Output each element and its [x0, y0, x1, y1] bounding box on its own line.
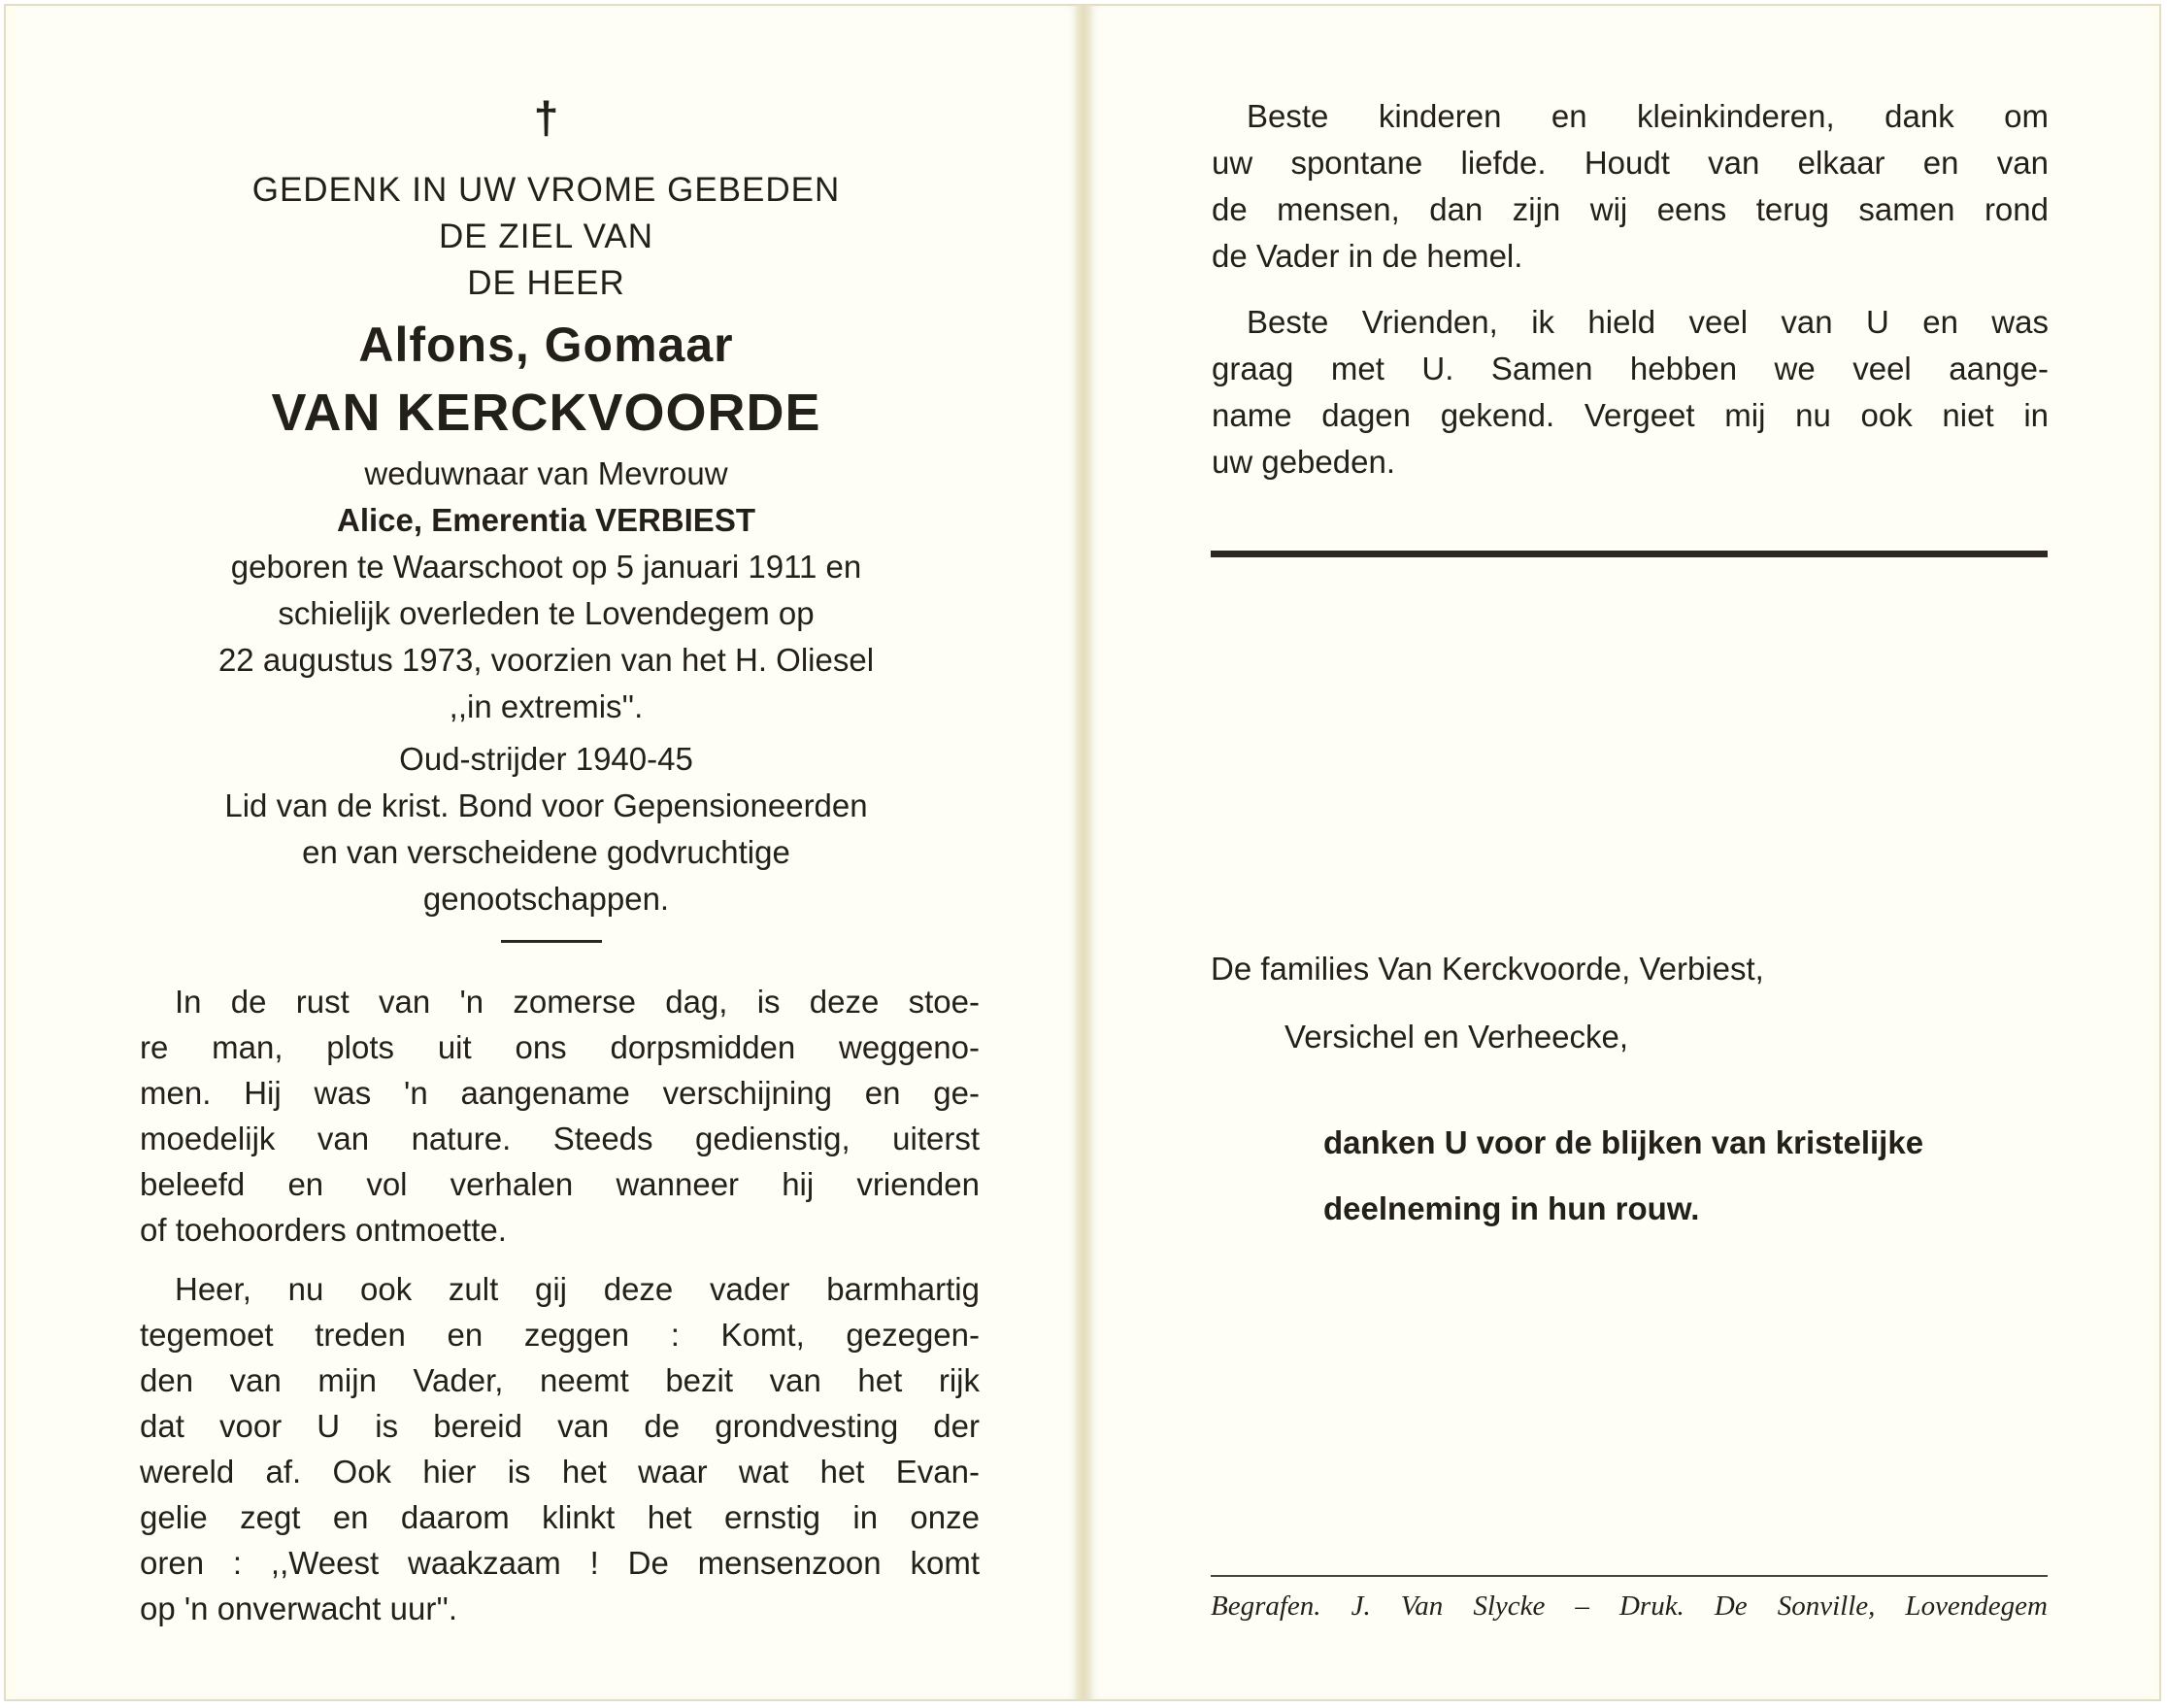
cross-icon: † [533, 92, 559, 143]
text-line: oren : ,,Weest waakzaam ! De mensenzoon komt [140, 1545, 980, 1581]
eulogy-paragraph [140, 979, 980, 1253]
text-line: uw spontane liefde. Houdt van elkaar en van [1212, 145, 2049, 181]
member-line: en van verscheidene godvruchtige [302, 834, 790, 870]
heading-line: DE ZIEL VAN [438, 218, 654, 255]
prayer-heading [16, 167, 1077, 307]
section-divider [1211, 551, 2048, 557]
text-line: name dagen gekend. Vergeet mij nu ook niet in [1212, 397, 2049, 433]
family-message-paragraph [1212, 93, 2049, 280]
text-line: op 'n onverwacht uur''. [140, 1591, 458, 1626]
member-line: Oud-strijder 1940-45 [399, 741, 693, 777]
prayer-paragraph [140, 1266, 980, 1631]
life-line: geboren te Waarschoot op 5 januari 1911 en [230, 549, 862, 585]
text-line: of toehoorders ontmoette. [140, 1212, 507, 1248]
text-line: gelie zegt en daarom klinkt het ernstig in onze [140, 1499, 980, 1535]
footer-divider [1211, 1575, 2048, 1577]
friends-message-paragraph [1212, 299, 2049, 486]
text-line: de Vader in de hemel. [1212, 238, 1523, 274]
divider [501, 940, 602, 943]
deceased-first-names: Alfons, Gomaar [358, 318, 734, 372]
heading-line: GEDENK IN UW VROME GEBEDEN [251, 171, 841, 209]
deceased-surname: VAN KERCKVOORDE [271, 384, 821, 442]
text-line: graag met U. Samen hebben we veel aange- [1212, 351, 2049, 386]
printer-credit: Begrafen. J. Van Slycke – Druk. De Sonville, Lovendegem [1211, 1591, 2048, 1622]
text-line: wereld af. Ook hier is het waar wat het Evan- [140, 1454, 980, 1490]
life-line: ,,in extremis''. [449, 688, 644, 724]
memorial-card [4, 4, 2161, 1701]
text-line: moedelijk van nature. Steeds gedienstig, uiterst [140, 1121, 980, 1156]
right-page [1090, 6, 2153, 1699]
text-line: tegemoet treden en zeggen : Komt, gezegen- [140, 1317, 980, 1353]
thanks-line: deelneming in hun rouw. [1323, 1190, 1700, 1226]
thanks-line: danken U voor de blijken van kristelijke [1323, 1124, 1924, 1160]
text-line: re man, plots uit ons dorpsmidden weggeno- [140, 1029, 980, 1065]
families-line: Versichel en Verheecke, [1284, 1019, 1629, 1055]
heading-line: DE HEER [467, 264, 625, 302]
memberships [16, 736, 1077, 922]
member-line: genootschappen. [422, 881, 670, 917]
text-line: In de rust van 'n zomerse dag, is deze stoe- [175, 984, 980, 1020]
biographical-info [16, 451, 1077, 730]
text-line: Heer, nu ook zult gij deze vader barmhartig [175, 1271, 980, 1307]
text-line: dat voor U is bereid van de grondvesting der [140, 1408, 980, 1444]
life-line: 22 augustus 1973, voorzien van het H. Oliesel [217, 642, 875, 678]
widower-line: weduwnaar van Mevrouw [364, 455, 728, 491]
text-line: beleefd en vol verhalen wanneer hij vrienden [140, 1166, 980, 1202]
text-line: uw gebeden. [1212, 444, 1395, 480]
life-line: schielijk overleden te Lovendegem op [278, 595, 815, 631]
text-line: den van mijn Vader, neemt bezit van het rijk [140, 1362, 980, 1398]
text-line: Beste kinderen en kleinkinderen, dank om [1247, 98, 2049, 134]
text-line: de mensen, dan zijn wij eens terug samen rond [1212, 191, 2049, 227]
card-fold [1077, 6, 1090, 1699]
left-page [16, 6, 1077, 1699]
spouse-name: Alice, Emerentia VERBIEST [337, 502, 755, 538]
families-line: De families Van Kerckvoorde, Verbiest, [1211, 951, 1764, 987]
text-line: Beste Vrienden, ik hield veel van U en was [1247, 304, 2049, 340]
text-line: men. Hij was 'n aangename verschijning en ge- [140, 1075, 980, 1111]
member-line: Lid van de krist. Bond voor Gepensioneerden [224, 787, 868, 823]
